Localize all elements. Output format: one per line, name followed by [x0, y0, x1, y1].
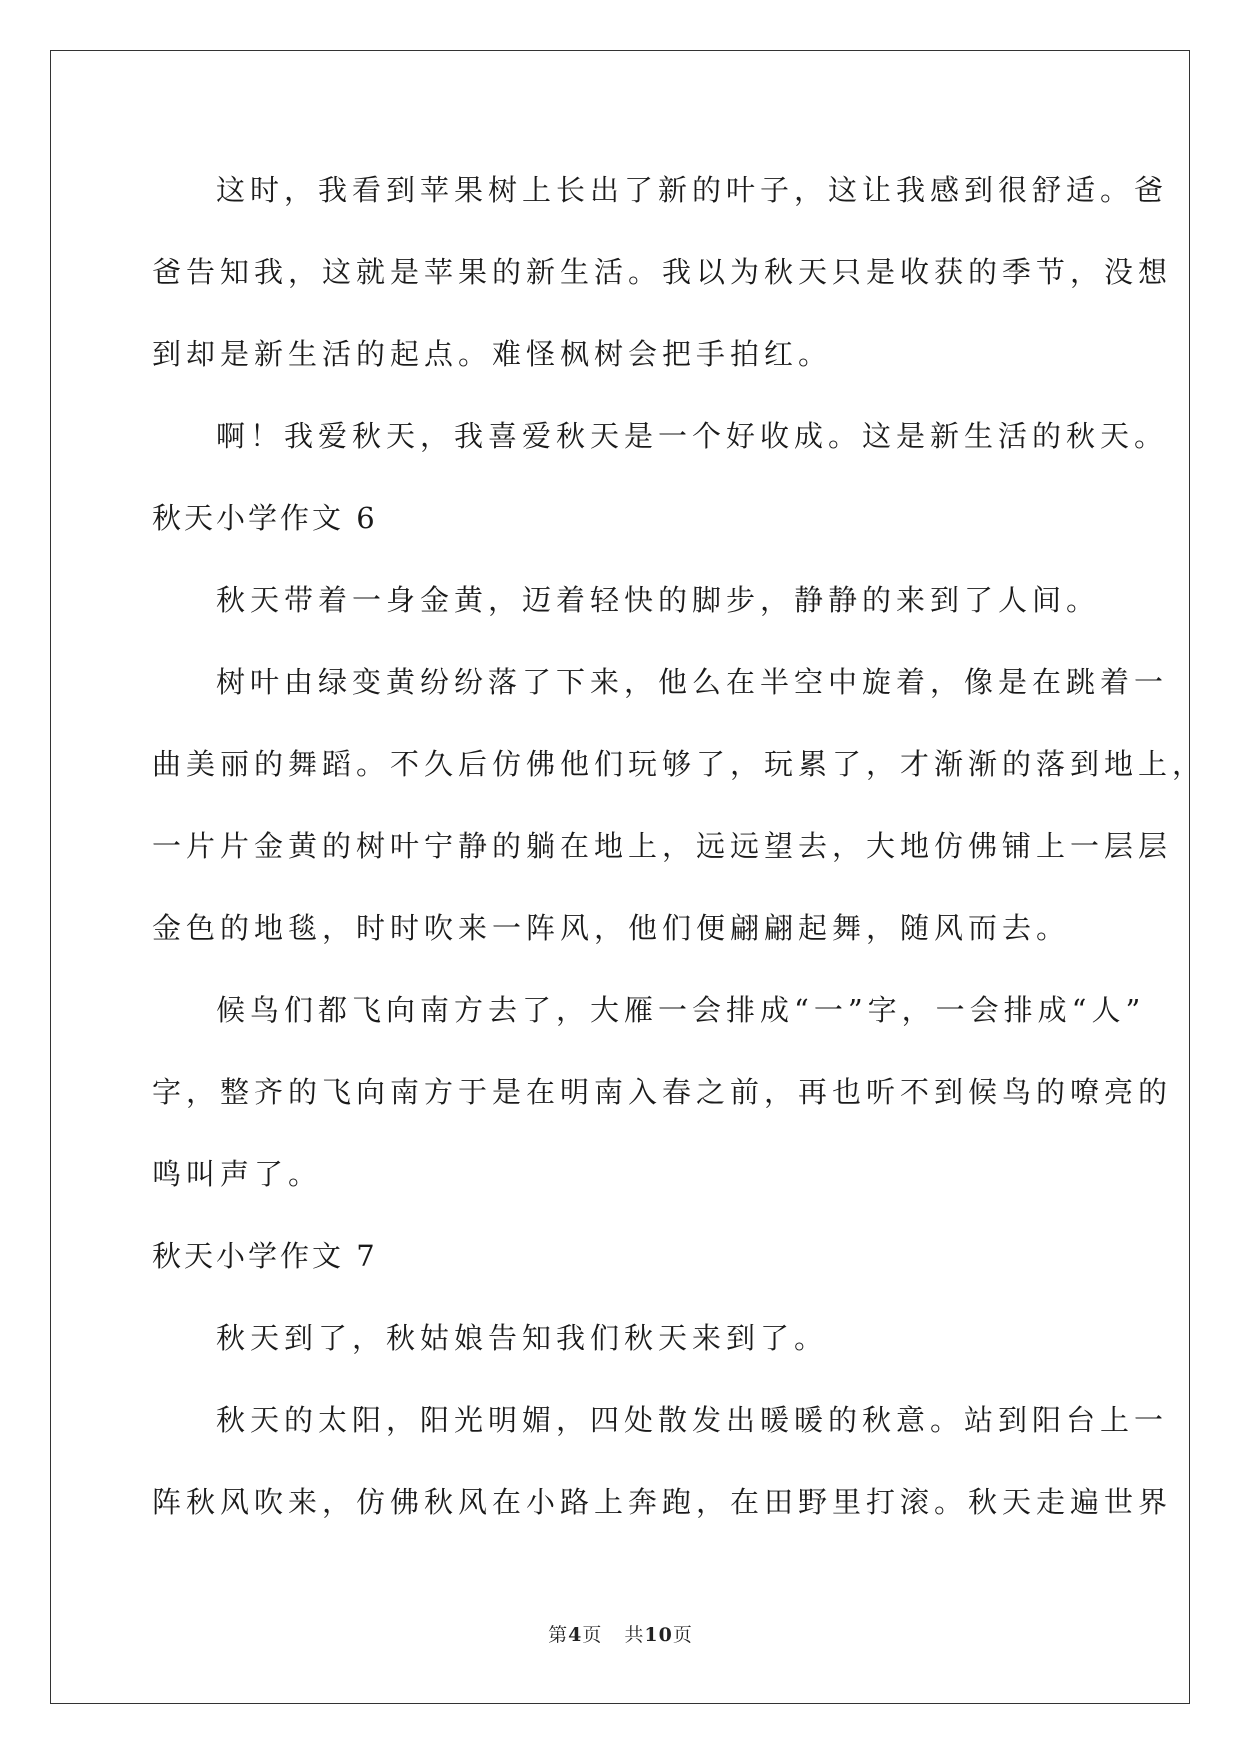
current-page-number: 4 [568, 1624, 583, 1646]
section-heading: 秋天小学作文 6 [152, 501, 378, 535]
paragraph-line: 候鸟们都飞向南方去了，大雁一会排成“一”字，一会排成“人” [216, 993, 1146, 1027]
total-suffix: 页 [672, 1624, 693, 1646]
paragraph-line: 阵秋风吹来，仿佛秋风在小路上奔跑，在田野里打滚。秋天走遍世界 [152, 1485, 1173, 1519]
paragraph-line: 字，整齐的飞向南方于是在明南入春之前，再也听不到候鸟的嘹亮的 [152, 1075, 1173, 1109]
paragraph-line: 这时，我看到苹果树上长出了新的叶子，这让我感到很舒适。爸 [216, 173, 1169, 207]
paragraph-line: 爸告知我，这就是苹果的新生活。我以为秋天只是收获的季节，没想 [152, 255, 1173, 289]
page-footer [0, 1620, 1241, 1647]
paragraph-line: 秋天到了，秋姑娘告知我们秋天来到了。 [216, 1321, 829, 1355]
paragraph-line: 鸣叫声了。 [152, 1157, 323, 1191]
paragraph-line: 树叶由绿变黄纷纷落了下来，他么在半空中旋着，像是在跳着一 [216, 665, 1169, 699]
section-heading: 秋天小学作文 7 [152, 1239, 378, 1273]
total-page-number: 10 [644, 1624, 673, 1646]
page-prefix: 第 [548, 1624, 569, 1646]
paragraph-line: 秋天带着一身金黄，迈着轻快的脚步，静静的来到了人间。 [216, 583, 1101, 617]
paragraph-line: 秋天的太阳，阳光明媚，四处散发出暖暖的秋意。站到阳台上一 [216, 1403, 1169, 1437]
paragraph-line: 曲美丽的舞蹈。不久后仿佛他们玩够了，玩累了，才渐渐的落到地上， [152, 747, 1207, 781]
page-suffix: 页 [582, 1624, 603, 1646]
paragraph-line: 一片片金黄的树叶宁静的躺在地上，远远望去，大地仿佛铺上一层层 [152, 829, 1173, 863]
paragraph-line: 金色的地毯，时时吹来一阵风，他们便翩翩起舞，随风而去。 [152, 911, 1071, 945]
paragraph-line: 到却是新生活的起点。难怪枫树会把手拍红。 [152, 337, 833, 371]
total-prefix: 共 [624, 1624, 645, 1646]
document-body [152, 160, 1207, 1554]
paragraph-line: 啊！我爱秋天，我喜爱秋天是一个好收成。这是新生活的秋天。 [216, 419, 1169, 453]
